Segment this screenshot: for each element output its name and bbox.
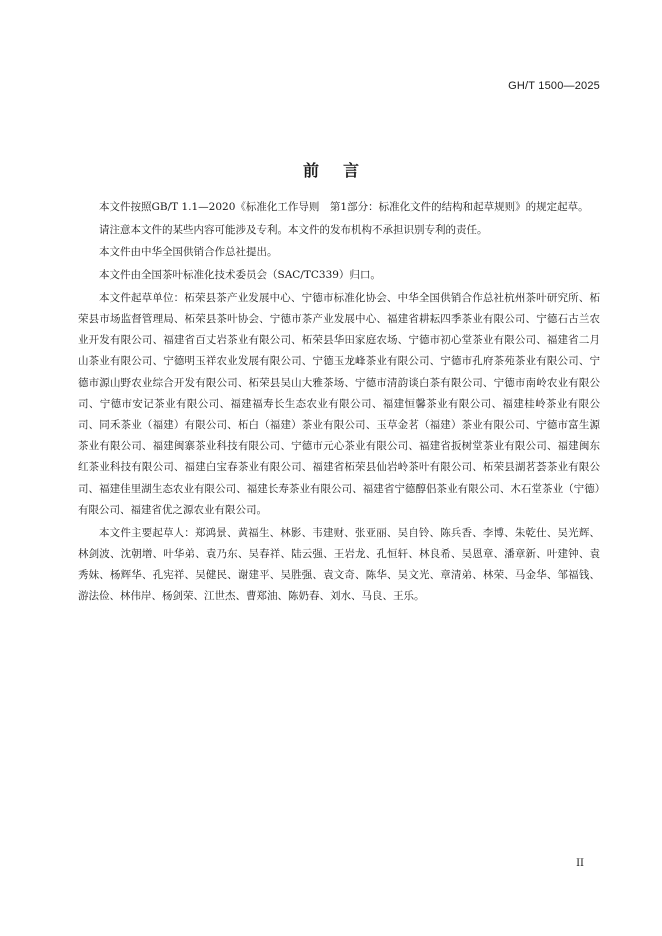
standard-code: GH/T 1500—2025 <box>508 80 600 92</box>
page-number: II <box>576 858 584 869</box>
page-title: 前言 <box>302 161 383 180</box>
foreword-body <box>78 197 600 609</box>
paragraph-main-drafters: 本文件主要起草人：郑鸿景、黄福生、林影、韦建财、张亚丽、吴自铃、陈兵香、李博、朱乾仕、吴光辉、林剑波、沈朝增、叶华弟、袁乃东、吴春祥、陆云强、王岩龙、孔恒轩、林良希、吴恩章、潘章新、叶建钟、袁秀妹、杨辉华、孔宪祥、吴健民、谢建平、吴胜强、袁文奇、陈华、吴文光、章清弟、林荣、马金华、邹福钱、游法俭、林伟岸、杨剑荣、江世杰、曹郑油、陈奶春、刘水、马良、王乐。 <box>78 526 600 603</box>
paragraph-patent-notice: 请注意本文件的某些内容可能涉及专利。本文件的发布机构不承担识别专利的责任。 <box>99 223 488 236</box>
paragraph-proposer: 本文件由中华全国供销合作总社提出。 <box>99 246 278 259</box>
paragraph-technical-committee: 本文件由全国茶叶标准化技术委员会（SAC/TC339）归口。 <box>99 269 381 282</box>
paragraph-drafting-rules: 本文件按照GB/T 1.1—2020《标准化工作导则 第1部分：标准化文件的结构和起草规则》的规定起草。 <box>99 201 589 213</box>
paragraph-drafting-units: 本文件起草单位：柘荣县茶产业发展中心、宁德市标准化协会、中华全国供销合作总社杭州茶叶研究所、柘荣县市场监督管理局、柘荣县茶叶协会、宁德市茶产业发展中心、福建省耕耘四季茶业有限公司、宁德石古兰农业开发有限公司、福建省百丈岩茶业有限公司、柘荣县华田家庭农场、宁德市初心堂茶业有限公司、福建省二月山茶业有限公司、宁德明玉祥农业发展有限公司、宁德玉龙峰茶业有限公司、宁德市孔府茶苑茶业有限公司、宁德市源山野农业综合开发有限公司、柘荣县吴山大雅茶场、宁德市清韵谈白茶有限公司、宁德市南岭农业有限公司、宁德市安记茶业有限公司、福建福寿长生态农业有限公司、福建恒馨茶业有限公司、福建桂岭茶业有限公司、同禾茶业（福建）有限公司、柘白（福建）茶业有限公司、玉草金茗（福建）茶业有限公司、宁德市富生源茶业有限公司、福建闽寨茶业科技有限公司、宁德市元心茶业有限公司、福建省扳树堂茶业有限公司、福建闽东红茶业科技有限公司、福建白宝春茶业有限公司、福建省柘荣县仙岩岭茶叶有限公司、柘荣县湖茗荟茶业有限公司、福建佳里湖生态农业有限公司、福建长寿茶业有限公司、福建省宁德醇侣茶业有限公司、木石堂茶业（宁德）有限公司、福建省优之源农业有限公司。 <box>78 291 600 516</box>
